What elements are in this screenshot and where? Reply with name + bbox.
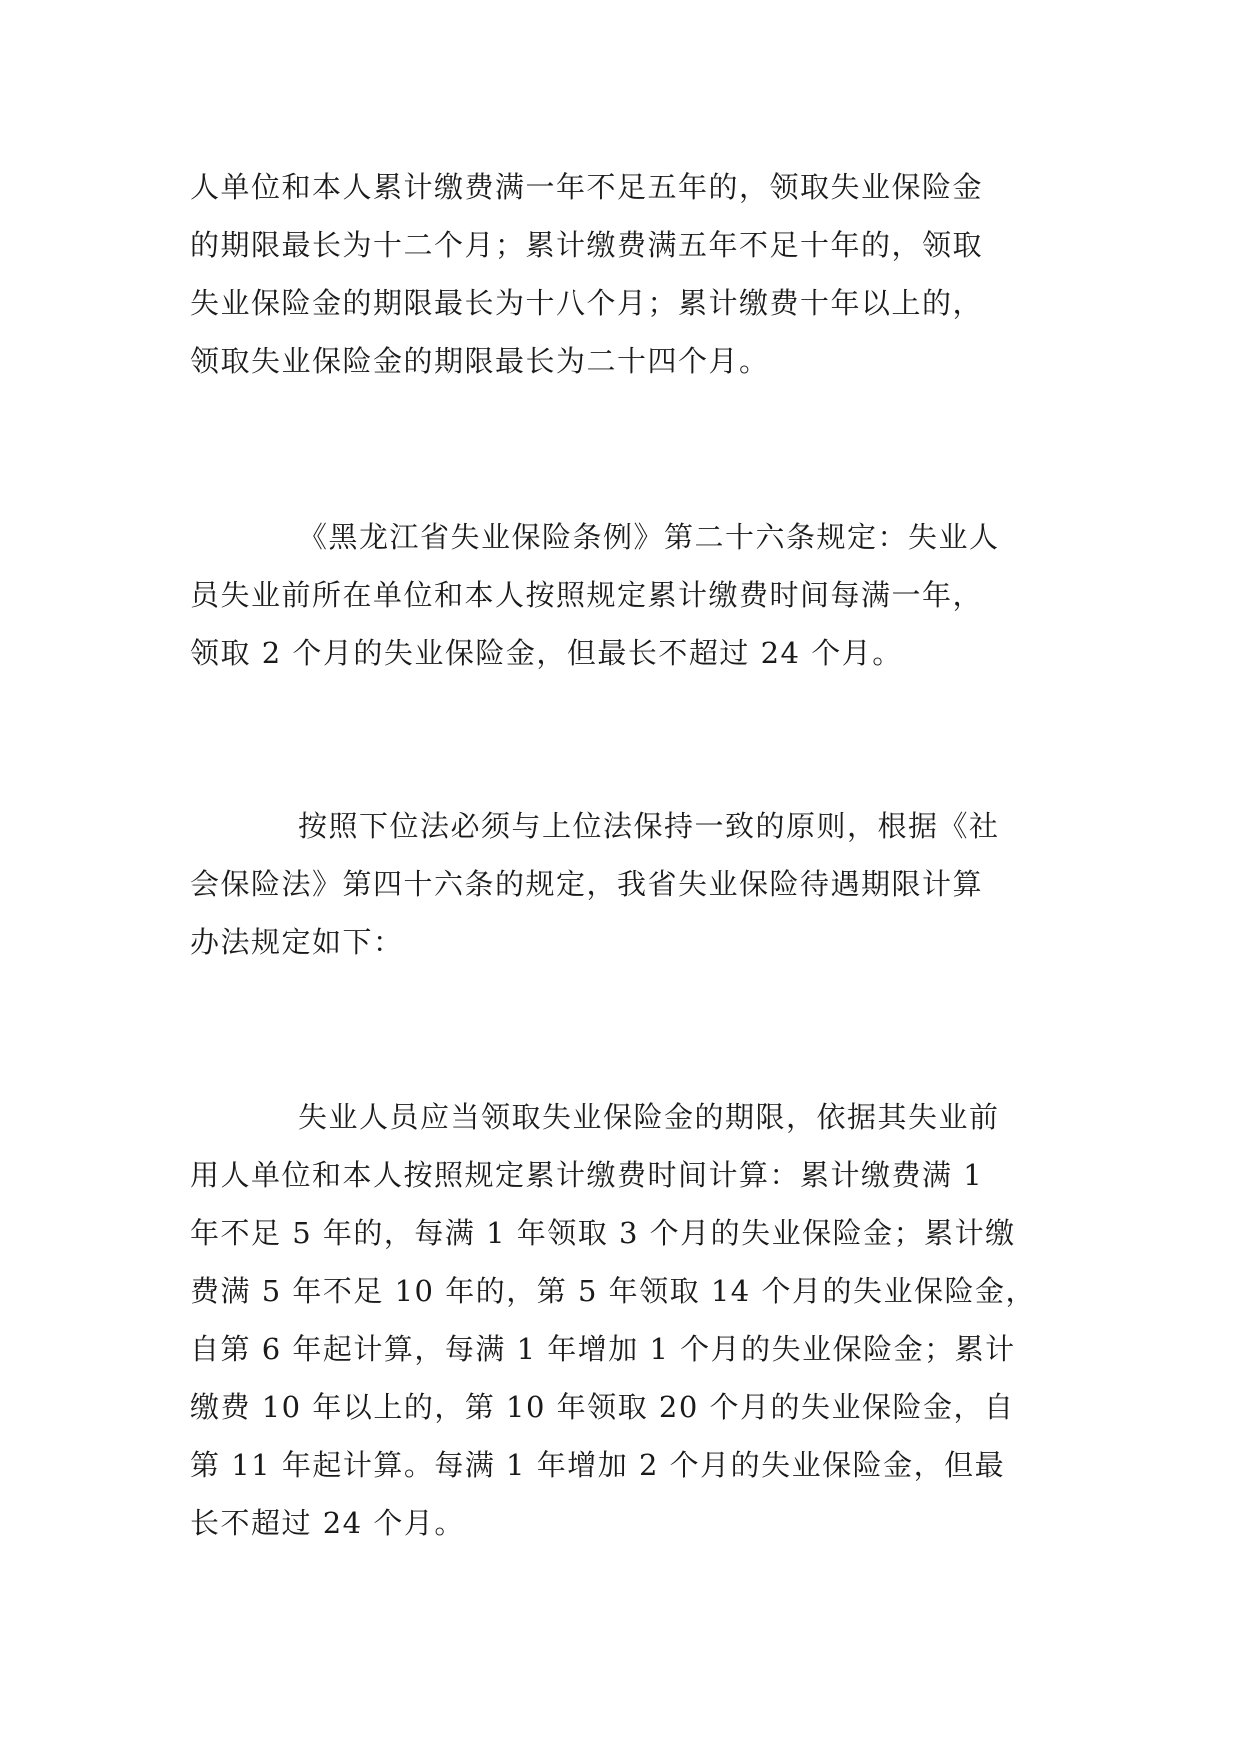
text-line: 办法规定如下： [190, 925, 404, 959]
text-line: 领取 2 个月的失业保险金，但最长不超过 24 个月。 [190, 636, 903, 670]
text-line: 领取失业保险金的期限最长为二十四个月。 [190, 344, 770, 378]
text-line: 用人单位和本人按照规定累计缴费时间计算：累计缴费满 1 [190, 1158, 984, 1192]
paragraph-1 [190, 158, 1050, 390]
text-line: 年不足 5 年的，每满 1 年领取 3 个月的失业保险金；累计缴 [190, 1216, 1016, 1250]
text-line: 按照下位法必须与上位法保持一致的原则，根据《社 [298, 809, 1000, 843]
text-line: 长不超过 24 个月。 [190, 1506, 465, 1540]
text-line: 员失业前所在单位和本人按照规定累计缴费时间每满一年， [190, 578, 984, 612]
text-line: 《黑龙江省失业保险条例》第二十六条规定：失业人 [298, 520, 1000, 554]
text-line: 失业人员应当领取失业保险金的期限，依据其失业前 [298, 1100, 1000, 1134]
paragraph-3 [190, 797, 1050, 971]
text-line: 自第 6 年起计算，每满 1 年增加 1 个月的失业保险金；累计 [190, 1332, 1016, 1366]
paragraph-4 [190, 1088, 1050, 1552]
text-line: 人单位和本人累计缴费满一年不足五年的，领取失业保险金 [190, 170, 984, 204]
text-line: 的期限最长为十二个月；累计缴费满五年不足十年的，领取 [190, 228, 984, 262]
paragraph-2 [190, 508, 1050, 682]
text-line: 缴费 10 年以上的，第 10 年领取 20 个月的失业保险金，自 [190, 1390, 1015, 1424]
text-line: 第 11 年起计算。每满 1 年增加 2 个月的失业保险金，但最 [190, 1448, 1006, 1482]
text-line: 会保险法》第四十六条的规定，我省失业保险待遇期限计算 [190, 867, 984, 901]
text-line: 失业保险金的期限最长为十八个月；累计缴费十年以上的， [190, 286, 984, 320]
text-line: 费满 5 年不足 10 年的，第 5 年领取 14 个月的失业保险金， [190, 1274, 1036, 1308]
